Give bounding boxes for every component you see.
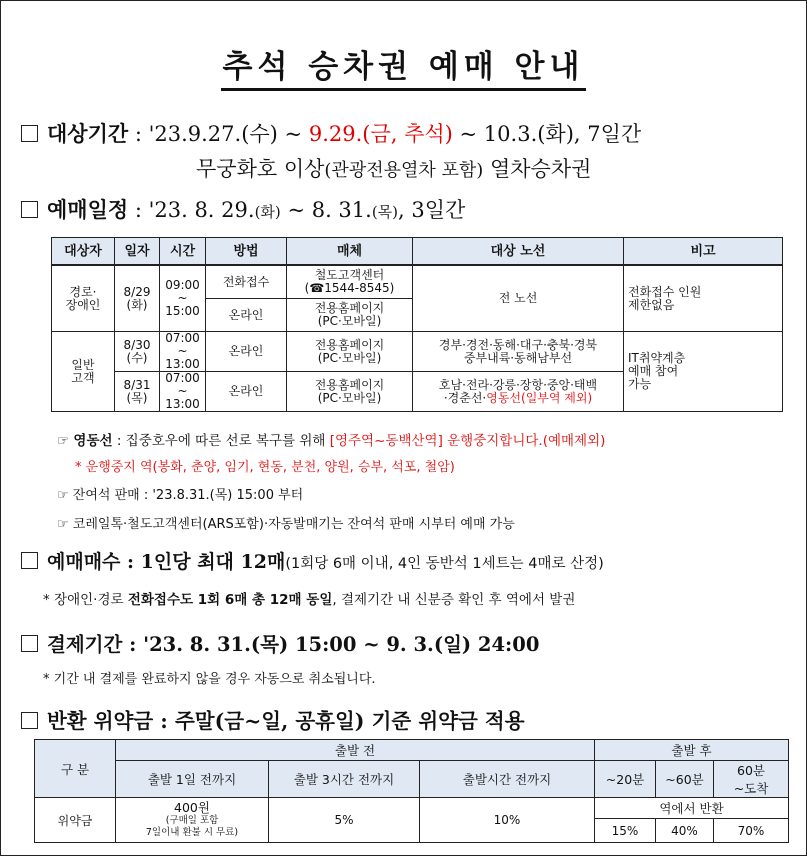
section-refund: 반환 위약금 : 주말(금~일, 공휴일) 기준 위약금 적용 <box>21 704 525 734</box>
note-disabled-senior: * 장애인·경로 전화접수도 1회 6매 총 12매 동일, 결제기간 내 신분증 확인 후 역에서 발권 <box>43 592 576 608</box>
checkbox-icon <box>21 635 38 652</box>
checkbox-icon <box>21 712 38 729</box>
note-suspended-stations: * 운행중지 역(봉화, 춘양, 임기, 현동, 분천, 양원, 승부, 석포, 철암) <box>75 460 455 475</box>
schedule-table: 대상자 일자 시간 방법 매체 대상 노선 비고 경로· 장애인 8/29 (화) 09:00 ~ 15:00 전화접수 철도고객센터 (☎1544-8545) 전 노선 전화접수 인원 제한없음 온라인 전용홈페이지 (PC·모바일) 일반 고객 8/30 (수) 07:00 ~ 13:00 온라인 전용홈페이지 (PC·모바일) 경부·경전·동해·대구·충북·경북 중부내륙·동해남부선 IT취약계층 예매 참여 가능 8/31 (목) 07:00 ~ 13:00 온라인 전용홈페이지 (PC·모바일) 호남·전라·강릉·장항·중앙·태백 ·경춘선·영동선(일부역 제외) <box>51 237 783 412</box>
note-yeongdong: ☞ 영동선 : 집중호우에 따른 선로 복구를 위해 [영주역~동백산역] 운행중지합니다.(예매제외) <box>57 433 606 449</box>
note-auto-cancel: * 기간 내 결제를 완료하지 않을 경우 자동으로 취소됩니다. <box>43 672 376 687</box>
table-row: 온라인 전용홈페이지 (PC·모바일) <box>52 299 783 332</box>
table-row: 위약금 400원 (구매일 포함 7일이내 환불 시 무료) 5% 10% 역에서 반환 <box>35 798 789 819</box>
section-schedule: 예매일정 : '23. 8. 29.(화) ~ 8. 31.(목), 3일간 <box>21 194 465 224</box>
table-row: 8/31 (목) 07:00 ~ 13:00 온라인 전용홈페이지 (PC·모바일) 호남·전라·강릉·장항·중앙·태백 ·경춘선·영동선(일부역 제외) <box>52 372 783 412</box>
refund-table: 구 분 출발 전 출발 후 출발 1일 전까지 출발 3시간 전까지 출발시간 전까지 ~20분 ~60분 60분 ~도착 위약금 400원 (구매일 포함 7일이내 환불 시 무료) 5% 10% 역에서 반환 15% 40% 70% <box>34 739 789 843</box>
table-row: 일반 고객 8/30 (수) 07:00 ~ 13:00 온라인 전용홈페이지 (PC·모바일) 경부·경전·동해·대구·충북·경북 중부내륙·동해남부선 IT취약계층 예매 참여 가능 <box>52 332 783 372</box>
table-row: 15% 40% 70% <box>35 819 789 843</box>
checkbox-icon <box>21 552 38 569</box>
note-korail-talk: ☞ 코레일톡·철도고객센터(ARS포함)·자동발매기는 잔여석 판매 시부터 예매 가능 <box>57 517 515 532</box>
section-period-line2: 무궁화호 이상(관광전용열차 포함) 열차승차권 <box>196 157 592 181</box>
table-row: 경로· 장애인 8/29 (화) 09:00 ~ 15:00 전화접수 철도고객센터 (☎1544-8545) 전 노선 전화접수 인원 제한없음 <box>52 265 783 299</box>
section-period: 대상기간 : '23.9.27.(수) ~ 9.29.(금, 추석) ~ 10.3.(화), 7일간 <box>21 118 641 148</box>
page-title: 추석 승차권 예매 안내 <box>1 41 806 86</box>
section-payment: 결제기간 : '23. 8. 31.(목) 15:00 ~ 9. 3.(일) 24:00 <box>21 629 539 657</box>
section-ticket-count: 예매매수 : 1인당 최대 12매(1회당 6매 이내, 4인 동반석 1세트는 4매로 산정) <box>21 547 604 574</box>
checkbox-icon <box>21 201 38 218</box>
checkbox-icon <box>21 125 38 142</box>
note-remaining-seats: ☞ 잔여석 판매 : '23.8.31.(목) 15:00 부터 <box>57 488 304 503</box>
